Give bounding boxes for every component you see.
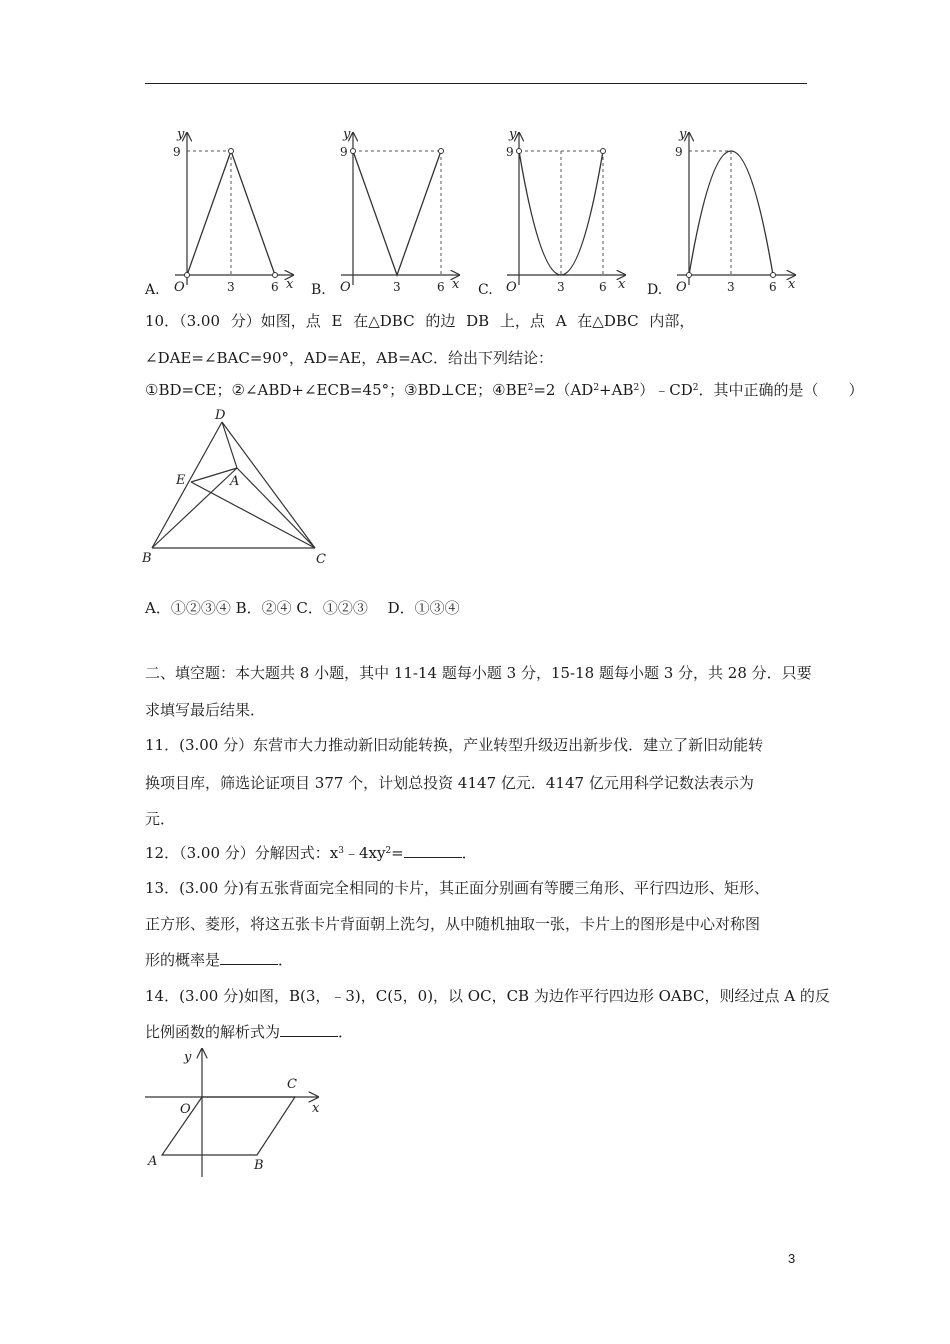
graph-c-y-label: y	[509, 127, 517, 142]
q12-line: 12．（3.00 分）分解因式：$x^3﹣4xy^2=$ ．	[145, 844, 477, 862]
graph-option-a-label: A.	[145, 282, 160, 298]
graph-a-y-tick: 9	[173, 145, 181, 159]
graph-d-x-tick-mid: 3	[727, 280, 735, 294]
q10-label-d: D	[215, 408, 226, 423]
graph-c-x-label: x	[618, 277, 626, 292]
graph-b-y-label: y	[343, 127, 351, 142]
q10-line-2: ∠DAE=∠BAC=90°，AD=AE，AB=AC．给出下列结论：	[145, 349, 553, 367]
q13-line-1: 13．(3.00 分)有五张背面完全相同的卡片，其正面分别画有等腰三角形、平行四边形、矩形、	[145, 879, 769, 897]
q14-label-o: O	[180, 1102, 191, 1117]
q12-answer-blank[interactable]	[404, 843, 462, 858]
q10-label-b: B	[142, 551, 152, 566]
graph-options-figure	[145, 125, 805, 300]
graph-option-c-label: C.	[478, 282, 493, 298]
graph-b-x-tick-end: 6	[437, 280, 445, 294]
graph-b-x-tick-mid: 3	[393, 280, 401, 294]
q11-line-1: 11．(3.00 分）东营市大力推动新旧动能转换，产业转型升级迈出新步伐．建立了新旧动能转	[145, 736, 764, 754]
q10-line-3: ①BD=CE；②∠ABD+∠ECB=45°；③BD⊥CE；$④BE^2=2(AD^2+AB^2)﹣CD^2$．其中正确的是（ ）	[145, 381, 864, 399]
q10-label-c: C	[316, 552, 326, 567]
graph-d-y-tick: 9	[675, 145, 683, 159]
q14-label-x: x	[312, 1101, 320, 1116]
graph-d-y-label: y	[679, 127, 687, 142]
graph-d-x-label: x	[788, 277, 796, 292]
graph-d-origin: O	[676, 280, 687, 295]
q13-line-2: 正方形、菱形，将这五张卡片背面朝上洗匀，从中随机抽取一张，卡片上的图形是中心对称图	[145, 915, 761, 933]
q10-label-a: A	[230, 474, 240, 489]
graph-option-b-label: B.	[311, 282, 326, 298]
q11-line-2: 换项目库，筛选论证项目 377 个，计划总投资 4147 亿元．4147 亿元用科学记数法表示为	[145, 774, 754, 792]
q13-answer-blank[interactable]	[220, 950, 278, 965]
graph-d-x-tick-end: 6	[769, 280, 777, 294]
graph-a	[173, 127, 294, 295]
q14-answer-blank[interactable]	[280, 1022, 338, 1037]
section-2-line-2: 求填写最后结果．	[145, 701, 266, 719]
q10-line-1: 10．（3.00 分）如图，点 E 在△DBC 的边 DB 上，点 A 在△DBC 内部，	[145, 312, 695, 330]
q14-label-y: y	[184, 1050, 192, 1065]
q14-label-c: C	[287, 1077, 297, 1092]
graph-c	[506, 127, 626, 295]
q10-answer-options: A．①②③④ B．②④ C．①②③ D．①③④	[145, 599, 460, 617]
graph-b-y-tick: 9	[340, 145, 348, 159]
q11-line-3: 元．	[145, 810, 176, 828]
graph-c-x-tick-mid: 3	[557, 280, 565, 294]
q10-triangle-figure	[138, 405, 338, 570]
graph-c-x-tick-end: 6	[599, 280, 607, 294]
q13-line-3: 形的概率是 ．	[145, 951, 294, 969]
q14-label-b: B	[254, 1158, 264, 1173]
q14-line-1: 14．(3.00 分)如图，B(3，﹣3)，C(5，0)，以 OC，CB 为边作平行四边形 OABC，则经过点 A 的反	[145, 987, 830, 1005]
graph-d	[675, 127, 796, 295]
graph-c-origin: O	[506, 280, 517, 295]
graph-c-y-tick: 9	[506, 145, 514, 159]
graph-option-d-label: D.	[647, 282, 663, 298]
graph-a-x-label: x	[286, 277, 294, 292]
section-2-line-1: 二、填空题：本大题共 8 小题，其中 11-14 题每小题 3 分，15-18 题每小题 3 分，共 28 分．只要	[145, 664, 812, 682]
q10-label-e: E	[176, 473, 186, 488]
graph-a-y-label: y	[177, 127, 185, 142]
page-number: 3	[788, 1251, 796, 1266]
graph-b-x-label: x	[452, 277, 460, 292]
q14-parallelogram-figure	[140, 1045, 340, 1185]
graph-b-origin: O	[340, 280, 351, 295]
graph-a-x-tick-end: 6	[271, 280, 279, 294]
q14-label-a: A	[148, 1154, 158, 1169]
graph-b	[340, 127, 460, 295]
header-rule	[145, 83, 807, 84]
q14-line-2: 比例函数的解析式为 ．	[145, 1023, 354, 1041]
graph-a-x-tick-mid: 3	[227, 280, 235, 294]
graph-a-origin: O	[174, 280, 185, 295]
